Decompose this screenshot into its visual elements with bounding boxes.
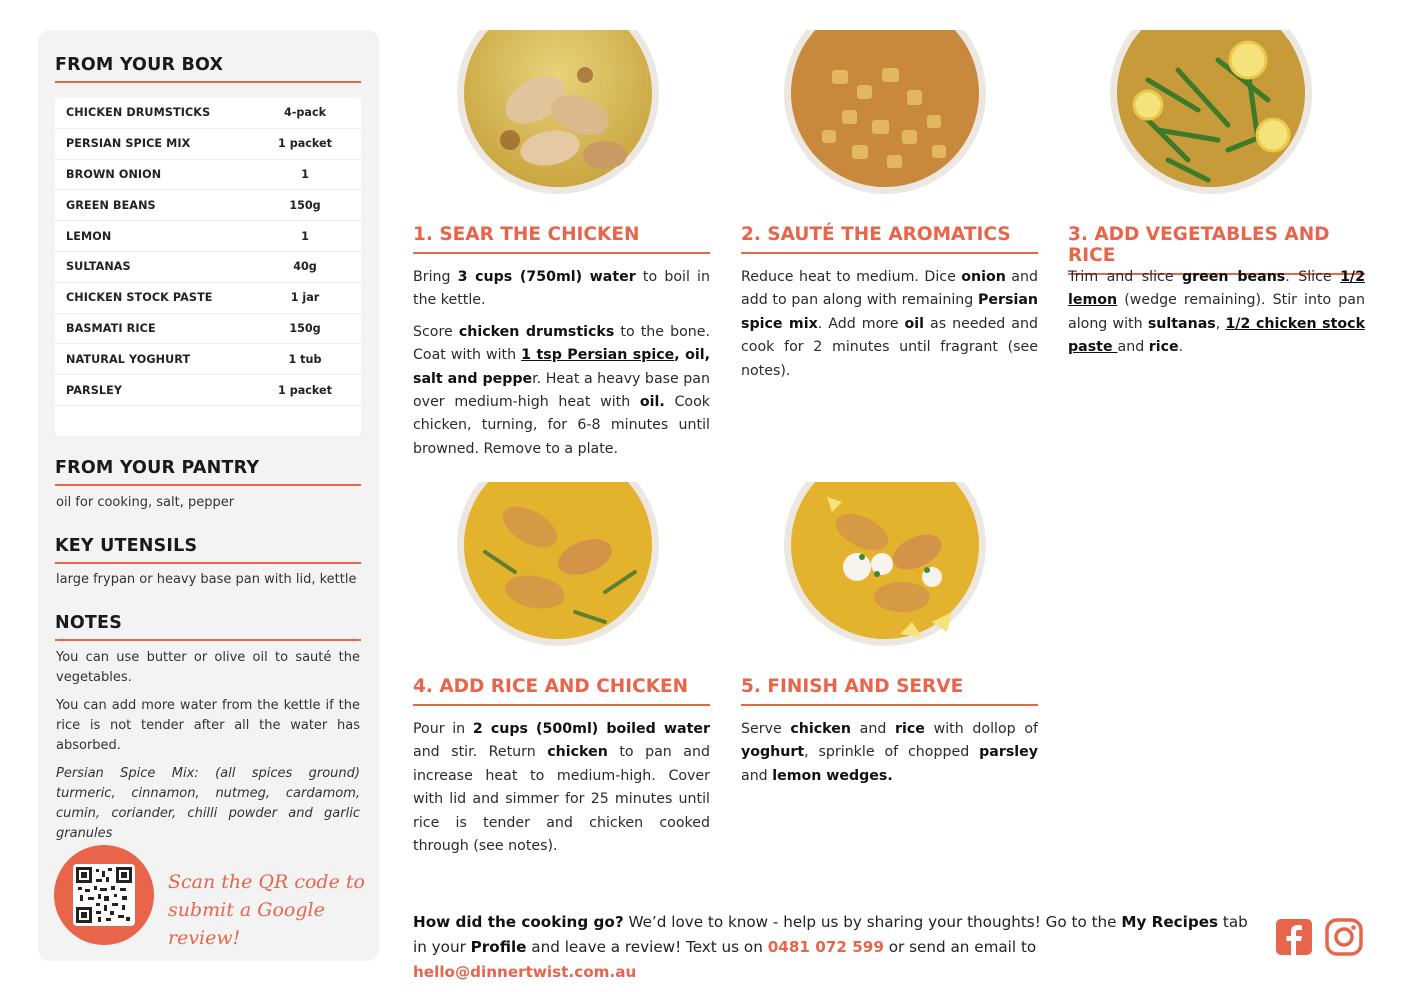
ingredient-name: CHICKEN DRUMSTICKS xyxy=(66,106,211,120)
step-1-body: Bring 3 cups (750ml) water to boil in the kettle. Score chicken drumsticks to the bone. Coat with with 1 tsp Persian spice, oil, salt and pepper. Heat a heavy base pan over medium-high heat with oil. Cook chicken, turning, for 6-8 minutes until browned. Remove to a plate. xyxy=(413,269,710,457)
utensils-title: KEY UTENSILS xyxy=(55,536,361,564)
box-ingredients-table xyxy=(55,98,361,436)
step-2-title: 2. SAUTÉ THE AROMATICS xyxy=(741,224,1038,254)
ingredient-qty: 1 xyxy=(301,167,309,181)
ingredient-name: BROWN ONION xyxy=(66,167,162,181)
table-row xyxy=(55,190,361,221)
step-3-photo xyxy=(1108,30,1314,196)
ingredient-name: SULTANAS xyxy=(66,260,131,274)
table-row xyxy=(55,221,361,252)
instagram-icon[interactable] xyxy=(1325,918,1363,956)
table-row xyxy=(55,160,361,191)
table-row xyxy=(55,375,361,406)
note-paragraph: You can add more water from the kettle if the rice is not tender after all the water has absorbed. xyxy=(56,698,360,753)
ingredient-qty: 150g xyxy=(289,198,321,212)
ingredient-qty: 150g xyxy=(289,321,321,335)
ingredient-name: LEMON xyxy=(66,229,112,243)
facebook-icon[interactable] xyxy=(1275,918,1313,956)
step-4-body: Pour in 2 cups (500ml) boiled water and stir. Return chicken to pan and increase heat to medium-high. Cover with lid and simmer for 25 minutes until rice is tender and chicken cooked through (see notes). xyxy=(413,721,710,855)
ingredient-qty: 1 tub xyxy=(288,352,322,366)
utensils-text: large frypan or heavy base pan with lid, kettle xyxy=(56,572,357,587)
step-3-title: 3. ADD VEGETABLES AND RICE xyxy=(1068,224,1365,275)
qr-callout-line: Scan the QR code to xyxy=(168,871,365,893)
footer-question: How did the cooking go? xyxy=(413,913,624,931)
ingredient-qty: 1 packet xyxy=(278,383,332,397)
table-row xyxy=(55,314,361,345)
step-4-title: 4. ADD RICE AND CHICKEN xyxy=(413,676,710,706)
ingredient-name: PERSIAN SPICE MIX xyxy=(66,137,191,151)
table-row xyxy=(55,98,361,129)
qr-callout xyxy=(168,868,368,952)
ingredient-name: GREEN BEANS xyxy=(66,198,156,212)
qr-code-icon[interactable] xyxy=(73,864,135,926)
step-2-photo xyxy=(782,30,988,196)
pantry-text: oil for cooking, salt, pepper xyxy=(56,495,235,510)
table-row xyxy=(55,344,361,375)
qr-callout-line: submit a Google review! xyxy=(168,899,325,949)
step-3-body: Trim and slice green beans. Slice 1/2 lemon (wedge remaining). Stir into pan along with sultanas, 1/2 chicken stock paste and rice. xyxy=(1068,269,1366,356)
step-5-title: 5. FINISH AND SERVE xyxy=(741,676,1038,706)
qr-badge xyxy=(54,845,154,945)
step-1-photo xyxy=(455,30,661,196)
box-title: FROM YOUR BOX xyxy=(55,55,361,83)
step-4-photo xyxy=(455,482,661,648)
ingredient-qty: 4-pack xyxy=(283,106,327,120)
email-link[interactable]: hello@dinnertwist.com.au xyxy=(413,963,637,981)
note-paragraph: You can use butter or olive oil to sauté the vegetables. xyxy=(56,650,360,685)
spice-mix-note: Persian Spice Mix: (all spices ground) turmeric, cinnamon, nutmeg, cardamom, cumin, coriander, chilli powder and garlic granules xyxy=(56,766,360,841)
ingredient-qty: 1 jar xyxy=(290,291,320,305)
table-row xyxy=(55,252,361,283)
ingredient-name: NATURAL YOGHURT xyxy=(66,352,191,366)
step-5-body: Serve chicken and rice with dollop of yoghurt, sprinkle of chopped parsley and lemon wedges. xyxy=(741,721,1039,784)
step-5-photo xyxy=(782,482,988,648)
step-1-title: 1. SEAR THE CHICKEN xyxy=(413,224,710,254)
phone-link[interactable]: 0481 072 599 xyxy=(767,938,884,956)
notes-section xyxy=(56,648,360,844)
ingredient-name: CHICKEN STOCK PASTE xyxy=(66,291,213,305)
ingredient-name: BASMATI RICE xyxy=(66,321,156,335)
pantry-title: FROM YOUR PANTRY xyxy=(55,458,361,486)
feedback-footer: How did the cooking go? We’d love to know - help us by sharing your thoughts! Go to the My Recipes tab in your Profile and leave a review! Text us on 0481 072 599 or send an email to hello@dinnertwist.com.au xyxy=(413,913,1248,981)
my-recipes-link: My Recipes xyxy=(1121,913,1219,931)
table-row xyxy=(55,283,361,314)
ingredient-qty: 1 packet xyxy=(278,137,332,151)
ingredient-name: PARSLEY xyxy=(66,383,123,397)
ingredient-qty: 1 xyxy=(301,229,309,243)
ingredient-qty: 40g xyxy=(293,260,317,274)
table-row xyxy=(55,129,361,160)
ingredients-sidebar xyxy=(38,30,379,961)
profile-link: Profile xyxy=(470,938,527,956)
step-2-body: Reduce heat to medium. Dice onion and add to pan along with remaining Persian spice mix. Add more oil as needed and cook for 2 minutes until fragrant (see notes). xyxy=(741,269,1039,379)
notes-title: NOTES xyxy=(55,613,361,641)
